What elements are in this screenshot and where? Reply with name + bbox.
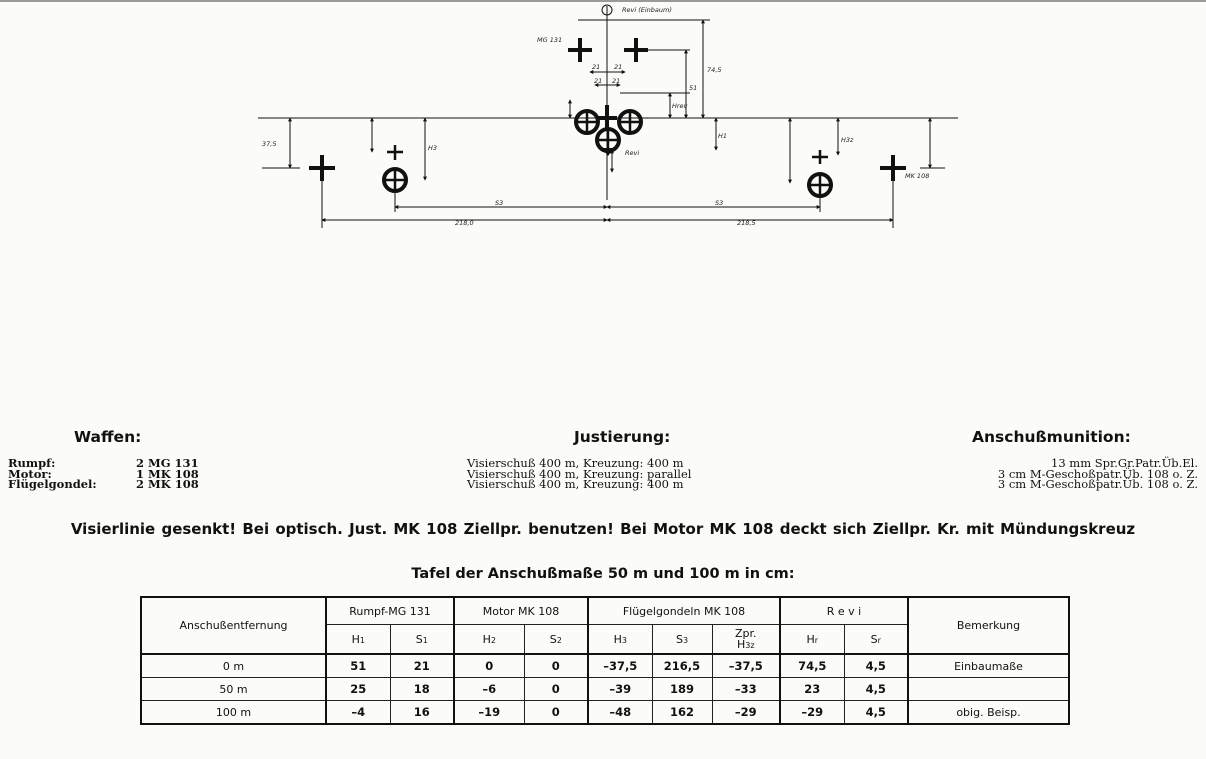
justierung-row: Visierschuß 400 m, Kreuzung: 400 m bbox=[467, 456, 684, 470]
table-row: 50 m 25 18 –6 0 –39 189 –33 23 4,5 bbox=[141, 678, 1069, 701]
col-revi: R e v i bbox=[780, 597, 908, 625]
sub-h2: H2 bbox=[454, 625, 524, 655]
sub-h1: H1 bbox=[326, 625, 390, 655]
mg131-label: MG 131 bbox=[537, 36, 563, 44]
revi-label: Revi bbox=[625, 149, 640, 157]
munition-row: 3 cm M-Geschoßpatr.Üb. 108 o. Z. bbox=[997, 477, 1198, 491]
dim-h3: H3 bbox=[428, 144, 438, 152]
col-fluegel: Flügelgondeln MK 108 bbox=[588, 597, 780, 625]
dim-51: 51 bbox=[689, 84, 698, 92]
justierung-heading: Justierung: bbox=[574, 428, 671, 446]
waffen-list bbox=[8, 458, 199, 490]
mk108-label: MK 108 bbox=[905, 172, 930, 180]
waffen-row: Motor: 1 MK 108 bbox=[8, 466, 199, 481]
munition-list bbox=[998, 458, 1198, 490]
col-rumpf: Rumpf-MG 131 bbox=[326, 597, 454, 625]
sub-s2: S2 bbox=[524, 625, 588, 655]
dim-s3-left: S3 bbox=[495, 199, 504, 207]
dim-s1b: 21 bbox=[614, 63, 623, 71]
sub-s1: S1 bbox=[390, 625, 454, 655]
waffen-heading: Waffen: bbox=[74, 428, 142, 446]
dim-218-0: 218,0 bbox=[455, 219, 474, 227]
munition-heading: Anschußmunition: bbox=[972, 428, 1131, 446]
dim-74-5: 74,5 bbox=[707, 66, 722, 74]
col-distance: Anschußentfernung bbox=[141, 597, 326, 654]
weapon-alignment-diagram bbox=[0, 0, 1206, 300]
header-row bbox=[141, 597, 1069, 625]
table-row: 0 m 51 21 0 0 –37,5 216,5 –37,5 74,5 4,5 Einbaumaße bbox=[141, 654, 1069, 678]
justierung-row: Visierschuß 400 m, Kreuzung: parallel bbox=[467, 466, 692, 481]
waffen-row: Rumpf: 2 MG 131 bbox=[8, 456, 199, 470]
col-bemerkung: Bemerkung bbox=[908, 597, 1069, 654]
munition-row: 13 mm Spr.Gr.Patr.Üb.El. bbox=[1051, 456, 1198, 470]
waffen-row: Flügelgondel: 2 MK 108 bbox=[8, 477, 199, 491]
dim-s1a: 21 bbox=[592, 63, 601, 71]
warning-text: Visierlinie gesenkt! Bei optisch. Just. MK 108 Ziellpr. benutzen! Bei Motor MK 108 deckt sich Ziellpr. Kr. mit Mündungskreuz bbox=[70, 520, 1136, 538]
justierung-list bbox=[467, 458, 691, 490]
table-title: Tafel der Anschußmaße 50 m und 100 m in cm: bbox=[411, 566, 795, 582]
anschuss-table bbox=[140, 596, 1070, 725]
dim-h3z: H3z bbox=[841, 136, 854, 144]
sub-zpr: Zpr. H3z bbox=[712, 625, 780, 655]
dim-37-5: 37,5 bbox=[262, 140, 277, 148]
col-motor: Motor MK 108 bbox=[454, 597, 588, 625]
justierung-row: Visierschuß 400 m, Kreuzung: 400 m bbox=[467, 477, 684, 491]
sub-s3: S3 bbox=[652, 625, 712, 655]
table-row: 100 m –4 16 –19 0 –48 162 –29 –29 4,5 obig. Beisp. bbox=[141, 701, 1069, 725]
revi-einbaum-label: Revi (Einbaum) bbox=[622, 6, 672, 14]
dim-s2b: 21 bbox=[612, 77, 621, 85]
sub-hr: Hr bbox=[780, 625, 844, 655]
sub-sr: Sr bbox=[844, 625, 908, 655]
dim-h1: H1 bbox=[718, 132, 728, 140]
dim-s3-right: S3 bbox=[715, 199, 724, 207]
dim-s2a: 21 bbox=[594, 77, 603, 85]
dim-218-5: 218,5 bbox=[737, 219, 756, 227]
dim-hrev: Hrev bbox=[672, 102, 688, 110]
sub-h3: H3 bbox=[588, 625, 652, 655]
munition-row: 3 cm M-Geschoßpatr.Üb. 108 o. Z. bbox=[997, 466, 1198, 481]
